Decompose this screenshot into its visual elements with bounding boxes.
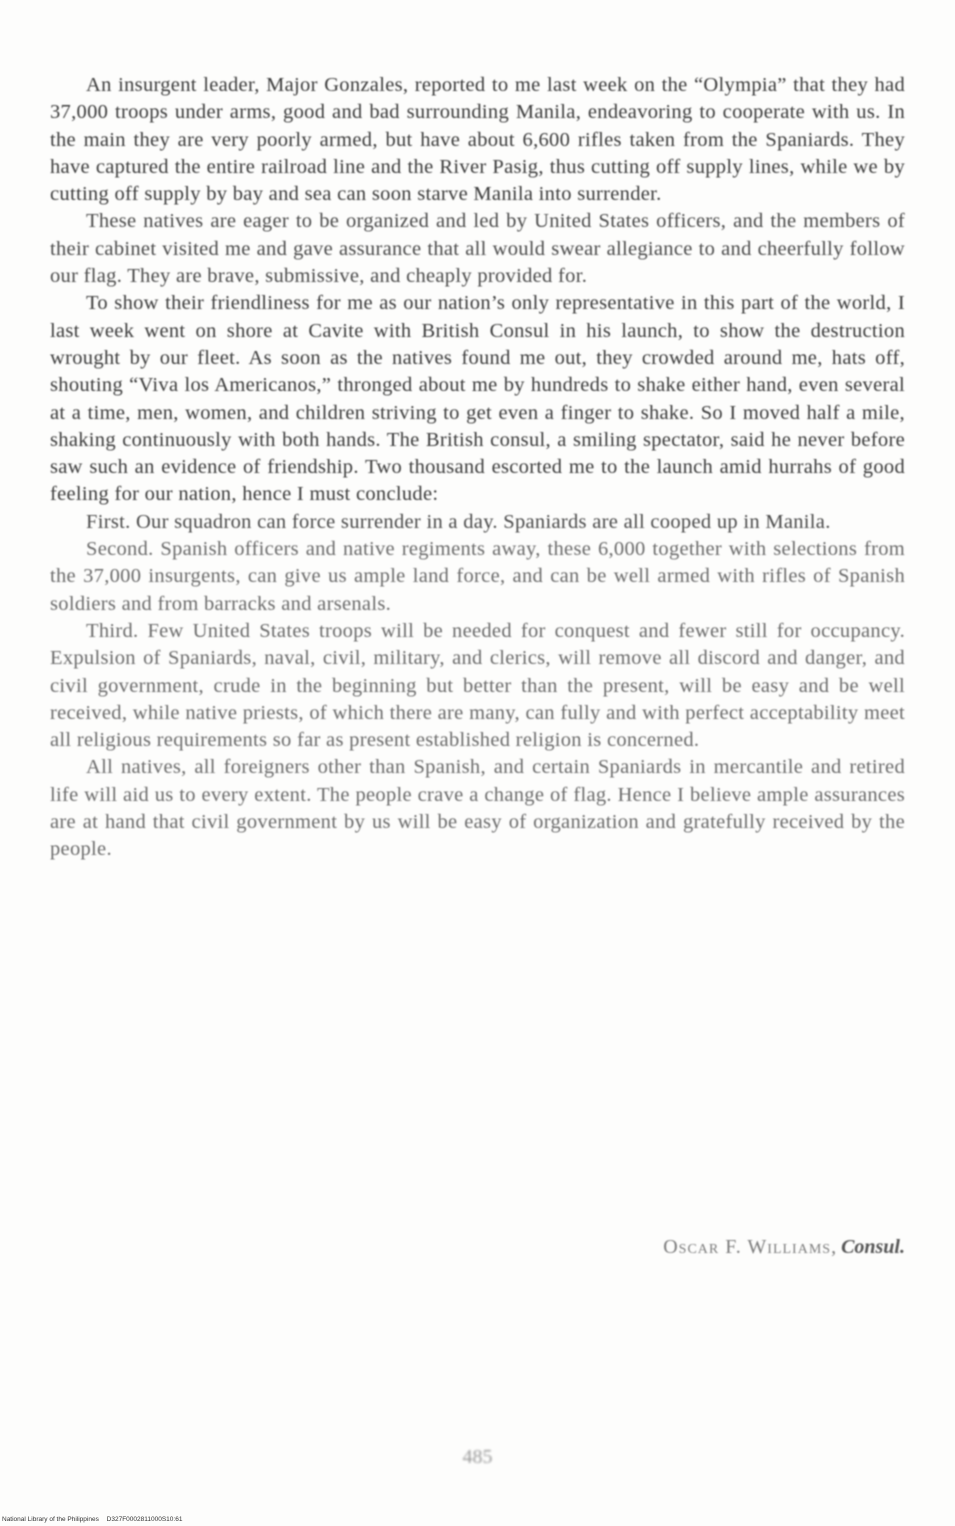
signatory-title: Consul.	[841, 1236, 905, 1258]
paragraph-natives-eager: These natives are eager to be organized and led by United States officers, and the members of their cabinet visited me and gave assurance that all would swear allegiance to and cheerfully follow our flag. They are brave, submissive, and cheaply provided for.	[50, 210, 905, 288]
signature-separator: ,	[831, 1236, 842, 1258]
archive-footer	[2, 1516, 182, 1523]
signatory-name: Oscar F. Williams	[663, 1236, 832, 1258]
paragraph-first: First. Our squadron can force surrender in a day. Spaniards are all cooped up in Manila.	[86, 510, 831, 533]
letter-body	[50, 72, 905, 864]
paragraph-all-natives: All natives, all foreigners other than Spanish, and certain Spaniards in mercantile and retired life will aid us to every extent. The people crave a change of flag. Hence I believe ample assurances are at hand that civil government by us will be easy of organization and gratefully received by the people.	[50, 756, 905, 861]
paragraph-second: Second. Spanish officers and native regiments away, these 6,000 together with selections from the 37,000 insurgents, can give us ample land force, and can be well armed with rifles of Spanish soldiers and from barracks and arsenals.	[50, 538, 905, 615]
paragraph-friendliness: To show their friendliness for me as our nation’s only representative in this part of the world, I last week went on shore at Cavite with British Consul in his launch, to show the destruction wrought by our fleet. As soon as the natives found me out, they crowded around me, hats off, shouting “Viva los Americanos,” thronged about me by hundreds to shake either hand, even several at a time, men, women, and children striving to get even a finger to shake. So I moved half a mile, shaking continuously with both hands. The British consul, a smiling spectator, said he never before saw such an evidence of friendship. Two thousand escorted me to the launch amid hurrahs of good feeling for our nation, hence I must conclude:	[50, 292, 905, 506]
signature-line	[663, 1236, 905, 1259]
document-code: D327F0002811000S10:61	[106, 1516, 183, 1523]
page-number: 485	[462, 1446, 493, 1468]
library-name: National Library of the Philippines	[2, 1516, 99, 1523]
paragraph-insurgent-report: An insurgent leader, Major Gonzales, reported to me last week on the “Olympia” that they had 37,000 troops under arms, good and bad surrounding Manila, endeavoring to cooperate with us. In the main they are very poorly armed, but have about 6,600 rifles taken from the Spaniards. They have captured the entire railroad line and the River Pasig, thus cutting off supply lines, while we by cutting off supply by bay and sea can soon starve Manila into surrender.	[50, 74, 905, 206]
paragraph-third: Third. Few United States troops will be needed for conquest and fewer still for occupancy. Expulsion of Spaniards, naval, civil, military, and clerics, will remove all discord and danger, and civil government, crude in the beginning but better than the present, will be easy and be well received, while native priests, of which there are many, can fully and with perfect acceptability meet all religious requirements so far as present established religion is concerned.	[50, 619, 905, 752]
